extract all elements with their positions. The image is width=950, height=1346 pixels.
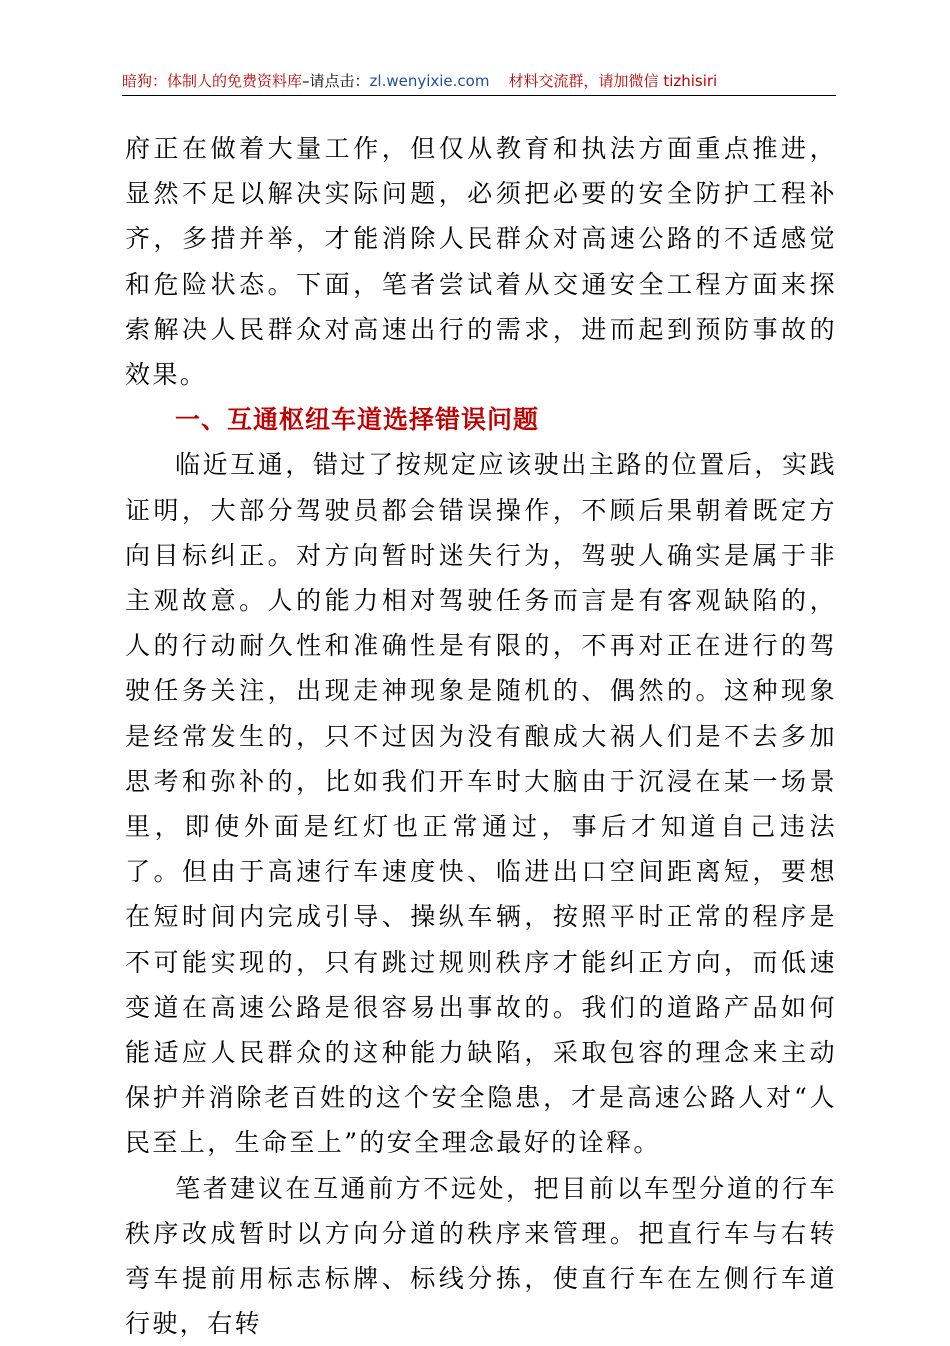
body-paragraph: 府正在做着大量工作，但仅从教育和执法方面重点推进，显然不足以解决实际问题，必须把必要的安全防护工程补齐，多措并举，才能消除人民群众对高速公路的不适感觉和危险状态。下面，笔者尝试着从交通安全工程方面来探索解决人民群众对高速出行的需求，进而起到预防事故的效果。 <box>125 134 837 390</box>
header-site-name: 暗狗：体制人的免费资料库 <box>122 72 303 90</box>
body-paragraph: 临近互通，错过了按规定应该驶出主路的位置后，实践证明，大部分驾驶员都会错误操作，不顾后果朝着既定方向目标纠正。对方向暂时迷失行为，驾驶人确实是属于非主观故意。人的能力相对驾驶任务而言是有客观缺陷的，人的行动耐久性和准确性是有限的，不再对正在进行的驾驶任务关注，出现走神现象是随机的、偶然的。这种现象是经常发生的，只不过因为没有酿成大祸人们是不去多加思考和弥补的，比如我们开车时大脑由于沉浸在某一场景里，即使外面是红灯也正常通过，事后才知道自己违法了。但由于高速行车速度快、临进出口空间距离短，要想在短时间内完成引导、操纵车辆，按照平时正常的程序是不可能实现的，只有跳过规则秩序才能纠正方向，而低速变道在高速公路是很容易出事故的。我们的道路产品如何能适应人民群众的这种能力缺陷，采取包容的理念来主动保护并消除老百姓的这个安全隐患，才是高速公路人对“人民至上，生命至上”的安全理念最好的诠释。 <box>125 450 837 1158</box>
header-wechat-note: 材料交流群，请加微信 tizhisiri <box>508 72 718 90</box>
page-header <box>122 68 834 94</box>
header-divider <box>122 95 836 96</box>
body-paragraph: 笔者建议在互通前方不远处，把目前以车型分道的行车秩序改成暂时以方向分道的秩序来管理。把直行车与右转弯车提前用标志标牌、标线分拣，使直行车在左侧行车道行驶，右转 <box>125 1173 837 1339</box>
section-heading: 一、互通枢纽车道选择错误问题 <box>175 405 540 435</box>
header-url-link[interactable]: zl.wenyixie.com <box>369 72 490 90</box>
header-click-prompt: –请点击： <box>302 72 370 90</box>
document-body <box>125 126 837 1346</box>
